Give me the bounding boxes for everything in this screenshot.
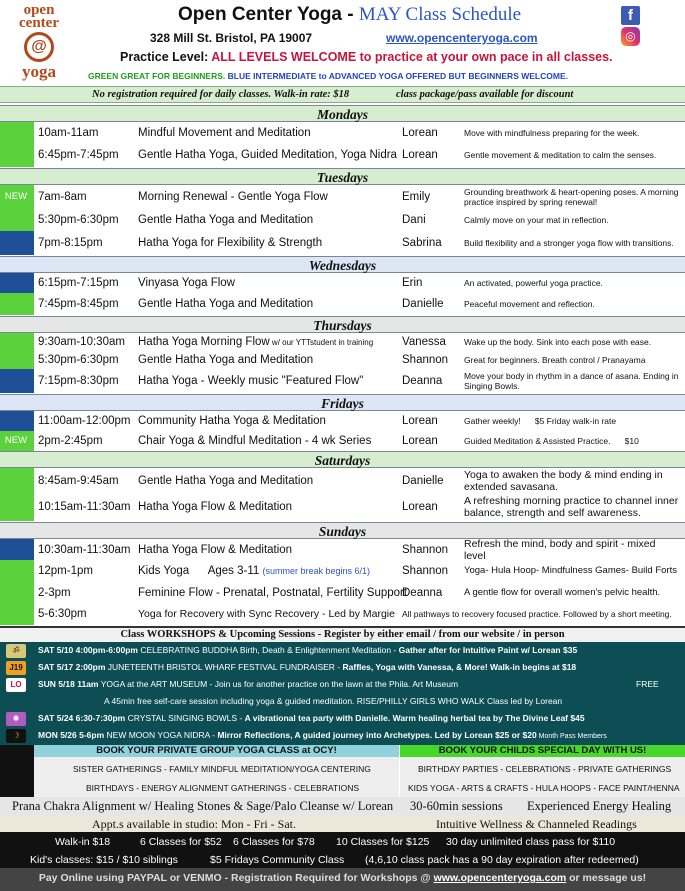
class-row: 5:30pm-6:30pm Gentle Hatha Yoga and Meditation Dani Calmly move on your mat in reflection. <box>0 209 685 231</box>
workshop-item: SAT 5/10 4:00pm-6:00pm CELEBRATING BUDDHA Birth, Death & Enlightenment Meditation - Gather after for Intuitive Paint w/ Lorean $35 <box>38 645 578 655</box>
class-row: 6:45pm-7:45pm Gentle Hatha Yoga, Guided Meditation, Yoga Nidra Lorean Gentle movement & meditation to calm the senses. <box>0 143 685 167</box>
level-bar <box>0 333 34 351</box>
workshops-heading: Class WORKSHOPS & Upcoming Sessions - Register by either email / from our website / in person <box>0 626 685 642</box>
new-badge: NEW <box>0 434 32 448</box>
day-header-thursday: Thursdays <box>0 316 685 333</box>
instagram-icon[interactable]: ◎ <box>621 27 640 46</box>
moon-icon: ☽ <box>6 729 26 743</box>
om-icon: ॐ <box>6 644 26 658</box>
class-row: 10:30am-11:30am Hatha Yoga Flow & Meditation Shannon Refresh the mind, body and spirit - mixed level <box>0 539 685 560</box>
level-bar <box>0 431 34 451</box>
website-link[interactable]: www.opencenteryoga.com <box>433 872 567 884</box>
level-bar <box>0 560 34 582</box>
level-bar <box>0 185 34 209</box>
class-row: 10:15am-11:30am Hatha Yoga Flow & Meditation Lorean A refreshing morning practice to channel inner balance, strength and self awareness. <box>0 493 685 521</box>
chakra-services: Prana Chakra Alignment w/ Healing Stones & Sage/Palo Cleanse w/ Lorean 30-60min sessions Experienced Energy Healing <box>0 797 685 816</box>
pricing-section: Walk-in $18 6 Classes for $52 6 Classes for $78 10 Classes for $125 30 day unlimited class pass for $110 Kid's classes: $15 / $10 siblings $5 Fridays Community Class (4,6,10 class pack has a 90 day expiration after redeemed) <box>0 832 685 891</box>
facebook-icon[interactable]: f <box>621 6 640 25</box>
level-bar <box>0 293 34 315</box>
love-icon: LO <box>6 678 26 692</box>
level-bar <box>0 143 34 167</box>
day-header-sunday: Sundays <box>0 522 685 539</box>
day-header-monday: Mondays <box>0 105 685 122</box>
class-row: 2-3pm Feminine Flow - Prenatal, Postnatal, Fertility Support Deanna A gentle flow for overall women's pelvic health. <box>0 582 685 603</box>
at-symbol-icon: @ <box>24 32 54 62</box>
workshops-panel: ॐ SAT 5/10 4:00pm-6:00pm CELEBRATING BUDDHA Birth, Death & Enlightenment Meditation - Gather after for Intuitive Paint w/ Lorean $35 J19 SAT 5/17 2:00pm JUNETEENTH BRISTOL WHARF FESTIVAL FUNDRAISER - Raffles, Yoga with Vanessa, & More! Walk-in begins at $18 LO SUN 5/18 11am YOGA at the ART MUSEUM - Join us for another practice on the lawn at the Phila. Art Museum FREE A 45min free self-care session including yoga & guided meditation. RISE/PHILLY GIRLS WHO WALK Class led by Lorean ✺ SAT 5/24 6:30-7:30pm CRYSTAL SINGING BOWLS - A vibrational tea party with Danielle. Warm healing herbal tea by The Divine Leaf $45 ☽ MON 5/26 5-6pm NEW MOON YOGA NIDRA - Mirror Reflections, A guided journey into Archetypes. Led by Lorean $25 or $20 Month Pass Members <box>0 642 685 745</box>
logo-top-text: open center <box>19 2 59 31</box>
open-center-yoga-logo <box>8 4 70 82</box>
class-row: 7:45pm-8:45pm Gentle Hatha Yoga and Meditation Danielle Peaceful movement and reflection. <box>0 293 685 315</box>
class-row: 7pm-8:15pm Hatha Yoga for Flexibility & Strength Sabrina Build flexibility and a stronger yoga flow with transitions. <box>0 231 685 255</box>
booking-section: BOOK YOUR PRIVATE GROUP YOGA CLASS at OCY! SISTER GATHERINGS - FAMILY MINDFUL MEDITATION/YOGA CENTERING BIRTHDAYS - ENERGY ALIGNMENT GATHERINGS - CELEBRATIONS BOOK YOUR CHILDS SPECIAL DAY WITH US! BIRTHDAY PARTIES - CELEBRATIONS - PRIVATE GATHERINGS KIDS YOGA - ARTS & CRAFTS - HULA HOOPS - FACE PAINT/HENNA <box>0 745 685 797</box>
level-bar <box>0 273 34 293</box>
practice-level: Practice Level: ALL LEVELS WELCOME to practice at your own pace in all classes. <box>120 50 613 64</box>
page-title: Open Center Yoga - MAY Class Schedule <box>178 4 522 25</box>
level-bar <box>0 603 34 625</box>
class-row: 10am-11am Mindful Movement and Meditation Lorean Move with mindfulness preparing for the week. <box>0 122 685 143</box>
new-badge: NEW <box>0 190 32 204</box>
day-header-friday: Fridays <box>0 394 685 411</box>
class-row: 9:30am-10:30am Hatha Yoga Morning Flow w/ our YTTstudent in training Vanessa Wake up the body. Sink into each pose with ease. <box>0 333 685 351</box>
class-row: NEW 7am-8am Morning Renewal - Gentle Yoga Flow Emily Grounding breathwork & heart-opening poses. A morning practice inspired by spring renewal! <box>0 185 685 209</box>
level-bar <box>0 539 34 560</box>
color-legend: GREEN GREAT FOR BEGINNERS. BLUE INTERMEDIATE to ADVANCED YOGA OFFERED BUT BEGINNERS WELCOME. <box>88 71 568 81</box>
day-header-tuesday: Tuesdays <box>0 168 685 185</box>
class-row: 5-6:30pm Yoga for Recovery with Sync Recovery - Led by Margie All pathways to recovery focused practice. Followed by a short meeting. <box>0 603 685 625</box>
workshop-item: SAT 5/24 6:30-7:30pm CRYSTAL SINGING BOWLS - A vibrational tea party with Danielle. Warm healing herbal tea by The Divine Leaf $45 <box>38 713 585 723</box>
workshop-item: MON 5/26 5-6pm NEW MOON YOGA NIDRA - Mirror Reflections, A guided journey into Archetypes. Led by Lorean $25 or $20 Month Pass Members <box>38 730 607 740</box>
bowl-icon: ✺ <box>6 712 26 726</box>
level-bar <box>0 493 34 521</box>
workshop-item: SAT 5/17 2:00pm JUNETEENTH BRISTOL WHARF FESTIVAL FUNDRAISER - Raffles, Yoga with Vanessa, & More! Walk-in begins at $18 <box>38 662 577 672</box>
day-header-saturday: Saturdays <box>0 451 685 468</box>
juneteenth-icon: J19 <box>6 661 26 675</box>
day-header-wednesday: Wednesdays <box>0 256 685 273</box>
level-bar <box>0 468 34 493</box>
walk-in-notice: No registration required for daily classes. Walk-in rate: $18 class package/pass available for discount <box>0 86 685 103</box>
class-row: NEW 2pm-2:45pm Chair Yoga & Mindful Meditation - 4 wk Series Lorean Guided Meditation & Assisted Practice. $10 <box>0 431 685 451</box>
kids-booking-title: BOOK YOUR CHILDS SPECIAL DAY WITH US! <box>400 745 685 757</box>
header <box>0 0 685 86</box>
level-bar <box>0 411 34 431</box>
level-bar <box>0 369 34 393</box>
logo-bottom-text: yoga <box>22 62 56 81</box>
workshop-item: SUN 5/18 11am YOGA at the ART MUSEUM - Join us for another practice on the lawn at the Phila. Art Museum <box>38 679 459 689</box>
private-group-booking-title: BOOK YOUR PRIVATE GROUP YOGA CLASS at OCY! <box>34 745 399 757</box>
level-bar <box>0 122 34 143</box>
level-bar <box>0 231 34 255</box>
class-row: 8:45am-9:45am Gentle Hatha Yoga and Meditation Danielle Yoga to awaken the body & mind ending in extended savasana. <box>0 468 685 493</box>
class-row: 5:30pm-6:30pm Gentle Hatha Yoga and Meditation Shannon Great for beginners. Breath control / Pranayama <box>0 351 685 369</box>
class-row: 7:15pm-8:30pm Hatha Yoga - Weekly music "Featured Flow" Deanna Move your body in rhythm in a dance of asana. Ending in Singing Bowls. <box>0 369 685 393</box>
class-row: 12pm-1pm Kids Yoga Ages 3-11 (summer break begins 6/1) Shannon Yoga- Hula Hoop- Mindfulness Games- Build Forts <box>0 560 685 582</box>
class-row: 11:00am-12:00pm Community Hatha Yoga & Meditation Lorean Gather weekly! $5 Friday walk-in rate <box>0 411 685 431</box>
level-bar <box>0 582 34 603</box>
level-bar <box>0 209 34 231</box>
level-bar <box>0 351 34 369</box>
payment-info: Pay Online using PAYPAL or VENMO - Registration Required for Workshops @ www.opencenteryoga.com or message us! <box>0 868 685 891</box>
studio-address: 328 Mill St. Bristol, PA 19007 <box>150 31 313 45</box>
appointments-info: Appt.s available in studio: Mon - Fri - Sat. Intuitive Wellness & Channeled Readings <box>0 816 685 832</box>
website-link[interactable]: www.opencenteryoga.com <box>386 31 538 45</box>
class-row: 6:15pm-7:15pm Vinyasa Yoga Flow Erin An activated, powerful yoga practice. <box>0 273 685 293</box>
